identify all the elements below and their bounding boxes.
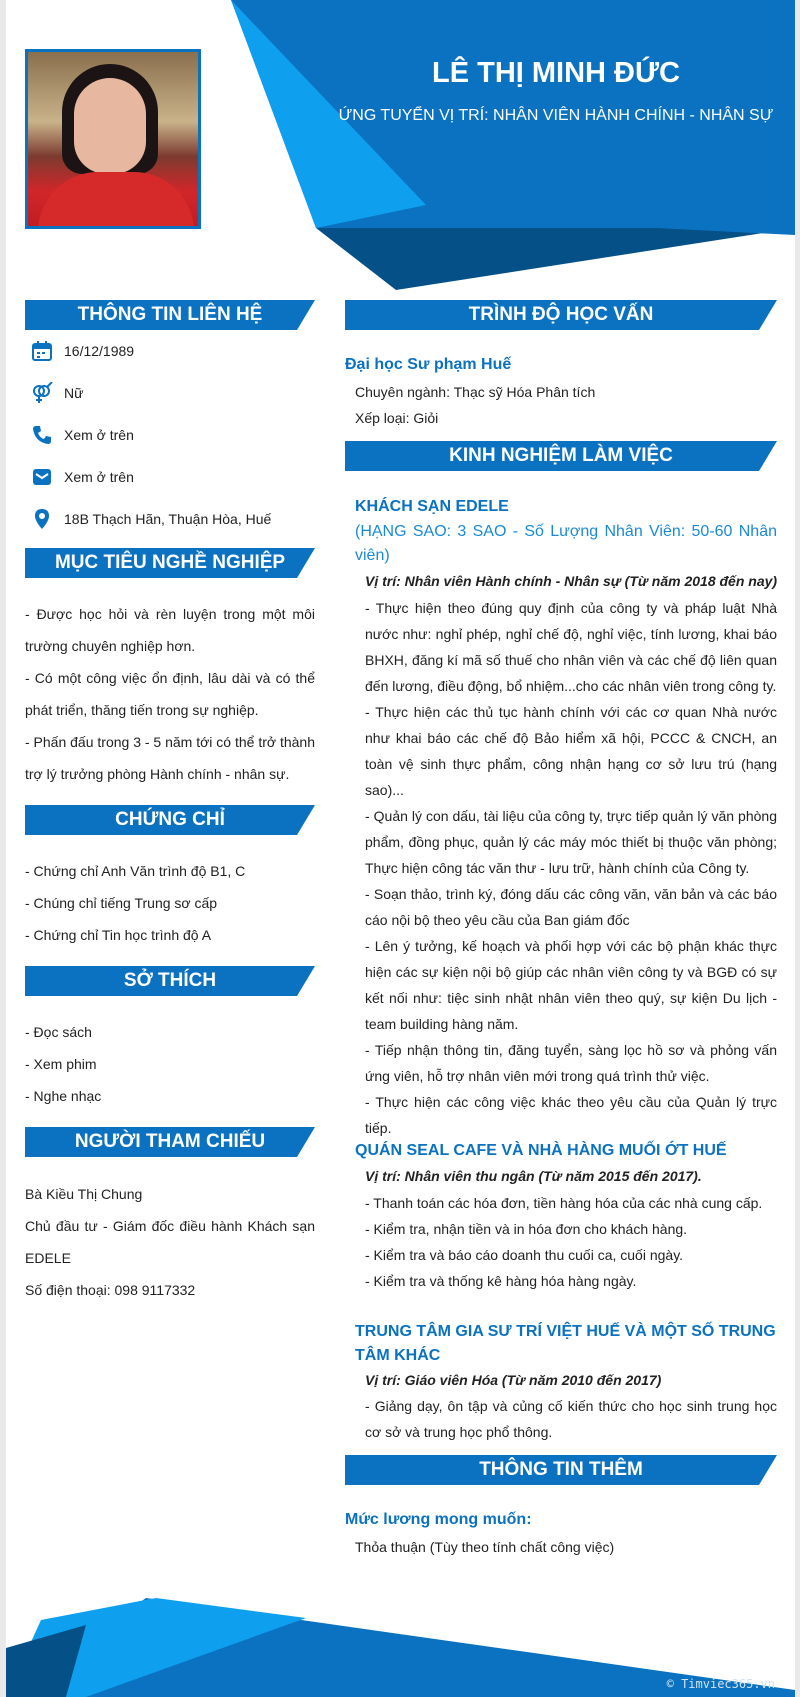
objective-text: - Được học hỏi và rèn luyện trong một môi trường chuyên nghiệp hơn. - Có một công việc ổn định, lâu dài và có thể phát triển, thăng tiến trong sự nghiệp. - Phấn đấu trong 3 - 5 năm tới có thể trở thành trợ lý trưởng phòng Hành chính - nhân sự. xyxy=(25,606,315,782)
email-icon xyxy=(31,466,53,488)
section-hobbies-title: SỞ THÍCH xyxy=(25,966,315,996)
section-experience-title: KINH NGHIỆM LÀM VIỆC xyxy=(345,441,777,471)
calendar-icon xyxy=(31,340,53,362)
job-company: TRUNG TÂM GIA SƯ TRÍ VIỆT HUẾ VÀ MỘT SỐ TRUNG TÂM KHÁC xyxy=(355,1323,776,1364)
location-icon xyxy=(31,508,53,530)
references-text: Bà Kiều Thị Chung Chủ đầu tư - Giám đốc điều hành Khách sạn EDELE Số điện thoại: 098 9117332 xyxy=(25,1186,315,1298)
education-details: Chuyên ngành: Thạc sỹ Hóa Phân tích Xếp loại: Giỏi xyxy=(355,384,596,426)
section-certificates-title: CHỨNG CHỈ xyxy=(25,805,315,835)
hobbies-list: - Đọc sách - Xem phim - Nghe nhạc xyxy=(25,1024,102,1104)
section-references-title: NGƯỜI THAM CHIẾU xyxy=(25,1127,315,1157)
job-company: QUÁN SEAL CAFE VÀ NHÀ HÀNG MUỐI ỚT HUẾ xyxy=(355,1142,727,1159)
section-contact-title: THÔNG TIN LIÊN HỆ xyxy=(25,300,315,330)
avatar xyxy=(25,49,201,229)
job-role: Vị trí: Nhân viên thu ngân (Từ năm 2015 đến 2017). xyxy=(365,1168,702,1184)
section-objective-title: MỤC TIÊU NGHỀ NGHIỆP xyxy=(25,548,315,578)
job-duties: - Thực hiện theo đúng quy định của công ty và pháp luật Nhà nước như: nghỉ phép, nghỉ chế độ, nghỉ việc, tính lương, khai báo BHXH, đăng kí mã số thuế cho nhân viên và các chế độ liên quan đến lương, điều động, bổ nhiệm...cho các nhân viên trong công ty. - Thực hiện các thủ tục hành chính với các cơ quan Nhà nước như khai báo các chế độ Bảo hiểm xã hội, PCCC & CNCH, an toàn vệ sinh thực phẩm, công nhận hạng cơ sở lưu trú (hạng sao)... - Quản lý con dấu, tài liệu của công ty, trực tiếp quản lý văn phòng phẩm, đồng phục, quản lý các máy móc thiết bị thuộc văn phòng; Thực hiện công tác văn thư - lưu trữ, hành chính của Công ty. - Soạn thảo, trình ký, đóng dấu các công văn, văn bản và các báo cáo nội bộ theo yêu cầu của Ban giám đốc - Lên ý tưởng, kế hoạch và phối hợp với các bộ phận khác thực hiện các sự kiện nội bộ giúp các nhân viên công ty và BGĐ có sự kết nối như: tiệc sinh nhật nhân viên theo quý, sự kiện Du lịch - team building hàng năm. - Tiếp nhận thông tin, đăng tuyển, sàng lọc hồ sơ và phỏng vấn ứng viên, hỗ trợ nhân viên mới trong quá trình thử việc. - Thực hiện các công việc khác theo yêu cầu của Quản lý trực tiếp. xyxy=(365,600,777,1136)
job-company: KHÁCH SẠN EDELE xyxy=(355,498,509,515)
section-education-title: TRÌNH ĐỘ HỌC VẤN xyxy=(345,300,777,330)
job-company-info: (HẠNG SAO: 3 SAO - Số Lượng Nhân Viên: 50-60 Nhân viên) xyxy=(355,523,777,564)
applied-position: ỨNG TUYỂN VỊ TRÍ: NHÂN VIÊN HÀNH CHÍNH - NHÂN SỰ xyxy=(338,107,774,124)
job-duties: - Thanh toán các hóa đơn, tiền hàng hóa của các nhà cung cấp. - Kiểm tra, nhận tiền và in hóa đơn cho khách hàng. - Kiểm tra và báo cáo doanh thu cuối ca, cuối ngày. - Kiểm tra và thống kê hàng hóa hàng ngày. xyxy=(365,1195,763,1289)
gender-icon xyxy=(31,382,53,404)
section-extra-title: THÔNG TIN THÊM xyxy=(345,1455,777,1485)
phone-icon xyxy=(31,424,53,446)
watermark: © Timviec365.vn xyxy=(666,1677,775,1691)
cv-page: LÊ THỊ MINH ĐỨC ỨNG TUYỂN VỊ TRÍ: NHÂN VIÊN HÀNH CHÍNH - NHÂN SỰ THÔNG TIN LIÊN HỆ 16/12/1989 Nữ Xem ở trên Xem ở trên 18B Thạch Hãn, Thuận Hòa, Huế MỤC TIÊU NGHỀ NGHIỆP - Được học hỏi và rèn luyện trong một môi trường chuyên nghiệp hơn. - Có một công việc ổn định, lâu dài và có thể phát triển, thăng tiến trong sự nghiệp. - Phấn đấu trong 3 - 5 năm tới có thể trở thành trợ lý trưởng phòng Hành chính - nhân sự. CHỨNG CHỈ - Chứng chỉ Anh Văn trình độ B1, C - Chúng chỉ tiếng Trung sơ cấp - Chứng chỉ Tin học trình độ A SỞ THÍCH - Đọc sách - Xem phim - Nghe nhạc NGƯỜI THAM CHIẾU Bà Kiều Thị Chung Chủ đầu tư - Giám đốc điều hành Khách sạn EDELE Số điện thoại: 098 9117332 TRÌNH ĐỘ HỌC VẤN Đại học Sư phạm Huế Chuyên ngành: Thạc sỹ Hóa Phân tích Xếp loại: Giỏi KINH NGHIỆM LÀM VIỆC KHÁCH SẠN EDELE (HẠNG SAO: 3 SAO - Số Lượng Nhân Viên: 50-60 Nhân viên) Vị trí: Nhân viên Hành chính - Nhân sự (Từ năm 2018 đến nay) - Thực hiện theo đúng quy định của công ty và pháp luật Nhà nước như: nghỉ phép, nghỉ chế độ, nghỉ việc, tính lương, khai báo BHXH, đăng kí mã số thuế cho nhân viên và các chế độ liên quan đến lương, điều động, bổ nhiệm...cho các nhân viên trong công ty. - Thực hiện các thủ tục hành chính với các cơ quan Nhà nước như khai báo các chế độ Bảo hiểm xã hội, PCCC & CNCH, an toàn vệ sinh thực phẩm, công nhận hạng cơ sở lưu trú (hạng sao)... - Quản lý con dấu, tài liệu của công ty, trực tiếp quản lý văn phòng phẩm, đồng phục, quản lý các máy móc thiết bị thuộc văn phòng; Thực hiện công tác văn thư - lưu trữ, hành chính của Công ty. - Soạn thảo, trình ký, đóng dấu các công văn, văn bản và các báo cáo nội bộ theo yêu cầu của Ban giám đốc - Lên ý tưởng, kế hoạch và phối hợp với các bộ phận khác thực hiện các sự kiện nội bộ giúp các nhân viên công ty và BGĐ có sự kết nối như: tiệc sinh nhật nhân viên theo quý, sự kiện Du lịch - team building hàng năm. - Tiếp nhận thông tin, đăng tuyển, sàng lọc hồ sơ và phỏng vấn ứng viên, hỗ trợ nhân viên mới trong quá trình thử việc. - Thực hiện các công việc khác theo yêu cầu của Quản lý trực tiếp. QUÁN SEAL CAFE VÀ NHÀ HÀNG MUỐI ỚT HUẾ Vị trí: Nhân viên thu ngân (Từ năm 2015 đến 2017). - Thanh toán các hóa đơn, tiền hàng hóa của các nhà cung cấp. - Kiểm tra, nhận tiền và in hóa đơn cho khách hàng. - Kiểm tra và báo cáo doanh thu cuối ca, cuối ngày. - Kiểm tra và thống kê hàng hóa hàng ngày. TRUNG TÂM GIA SƯ TRÍ VIỆT HUẾ VÀ MỘT SỐ TRUNG TÂM KHÁC Vị trí: Giáo viên Hóa (Từ năm 2010 đến 2017) - Giảng dạy, ôn tập và củng cố kiến thức cho học sinh trung học cơ sở và trung học phổ thông. THÔNG TIN THÊM Mức lương mong muốn: Thỏa thuận (Tùy theo tính chất công việc) © Timviec365.vn xyxy=(6,0,795,1697)
job-duties: - Giảng dạy, ôn tập và củng cố kiến thức cho học sinh trung học cơ sở và trung học phổ thông. xyxy=(365,1398,777,1440)
candidate-name: LÊ THỊ MINH ĐỨC xyxy=(432,57,680,89)
expected-salary-label: Mức lương mong muốn: xyxy=(345,1511,532,1528)
education-school: Đại học Sư phạm Huế xyxy=(345,356,512,373)
expected-salary-value: Thỏa thuận (Tùy theo tính chất công việc) xyxy=(355,1539,615,1555)
job-role: Vị trí: Nhân viên Hành chính - Nhân sự (Từ năm 2018 đến nay) xyxy=(365,573,778,589)
certificates-list: - Chứng chỉ Anh Văn trình độ B1, C - Chúng chỉ tiếng Trung sơ cấp - Chứng chỉ Tin học trình độ A xyxy=(25,863,246,943)
job-role: Vị trí: Giáo viên Hóa (Từ năm 2010 đến 2017) xyxy=(365,1372,662,1388)
